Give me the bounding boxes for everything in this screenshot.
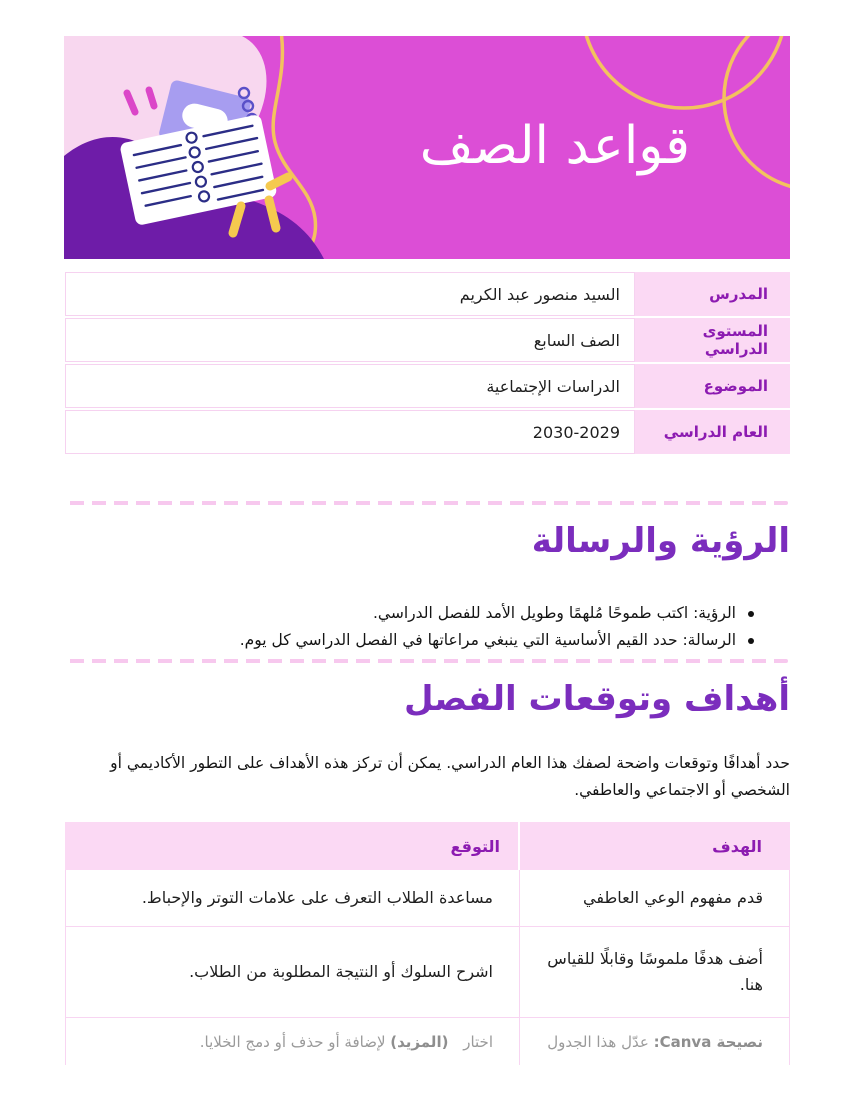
yellow-circle-icon	[724, 36, 790, 190]
table-header-row	[65, 822, 790, 870]
sparkle-dash-icon	[149, 90, 154, 106]
tip-rest-text: لإضافة أو حذف أو دمج الخلايا.	[199, 1032, 391, 1051]
table-row	[66, 870, 789, 927]
vision-bullet-list	[58, 600, 754, 654]
goal-cell: أضف هدفًا ملموسًا وقابلًا للقياس هنا.	[519, 927, 789, 1017]
goals-intro-paragraph: حدد أهدافًا وتوقعات واضحة لصفك هذا العام الدراسي. يمكن أن تركز هذه الأهداف على التطور الأكاديمي أو الشخصي أو الاجتماعي والعاطفي.	[110, 754, 790, 799]
info-label-subject: الموضوع	[635, 364, 790, 408]
goal-cell: قدم مفهوم الوعي العاطفي	[519, 870, 789, 926]
tip-more-bold: (المزيد)	[390, 1032, 449, 1051]
canva-tip-cell	[519, 1018, 789, 1065]
canva-tip-cell	[66, 1018, 519, 1065]
goals-expectations-table	[65, 822, 790, 1065]
tip-choose-text: اختار	[463, 1032, 493, 1051]
yellow-circle-icon	[582, 36, 786, 108]
canva-tip-text: عدّل هذا الجدول	[547, 1032, 654, 1051]
table-body	[65, 870, 790, 1065]
vision-bullet-text: الرؤية: اكتب طموحًا مُلهمًا وطويل الأمد للفصل الدراسي.	[373, 604, 736, 622]
section-heading-vision: الرؤية والرسالة	[531, 521, 790, 561]
table-row	[65, 272, 790, 316]
table-row	[66, 927, 789, 1018]
table-row	[65, 410, 790, 454]
column-header-expectation: التوقع	[65, 822, 518, 870]
class-info-table	[65, 272, 790, 456]
bullet-dot-icon	[748, 638, 754, 644]
bullet-dot-icon	[748, 611, 754, 617]
info-label-school-year: العام الدراسي	[635, 410, 790, 454]
expectation-cell: مساعدة الطلاب التعرف على علامات التوتر والإحباط.	[141, 888, 493, 907]
info-value-grade-level: الصف السابع	[65, 318, 635, 362]
canva-tip-bold: نصيحة Canva:	[653, 1032, 763, 1051]
document-title: قواعد الصف	[419, 115, 690, 176]
section-heading-goals: أهداف وتوقعات الفصل	[403, 679, 790, 719]
header-banner	[64, 36, 790, 259]
expectation-cell: اشرح السلوك أو النتيجة المطلوبة من الطلاب.	[189, 962, 493, 981]
table-row	[65, 318, 790, 362]
table-row-canva-tip	[66, 1018, 789, 1065]
table-row	[65, 364, 790, 408]
info-label-grade-level: المستوى الدراسي	[635, 318, 790, 362]
info-label-teacher: المدرس	[635, 272, 790, 316]
list-item	[58, 600, 754, 627]
column-header-goal: الهدف	[520, 822, 790, 870]
info-value-teacher: السيد منصور عبد الكريم	[65, 272, 635, 316]
list-item	[58, 627, 754, 654]
dashed-divider	[65, 659, 788, 663]
mission-bullet-text: الرسالة: حدد القيم الأساسية التي ينبغي مراعاتها في الفصل الدراسي كل يوم.	[239, 631, 736, 649]
dashed-divider	[65, 501, 788, 505]
info-value-school-year: 2030-2029	[65, 410, 635, 454]
info-value-subject: الدراسات الإجتماعية	[65, 364, 635, 408]
